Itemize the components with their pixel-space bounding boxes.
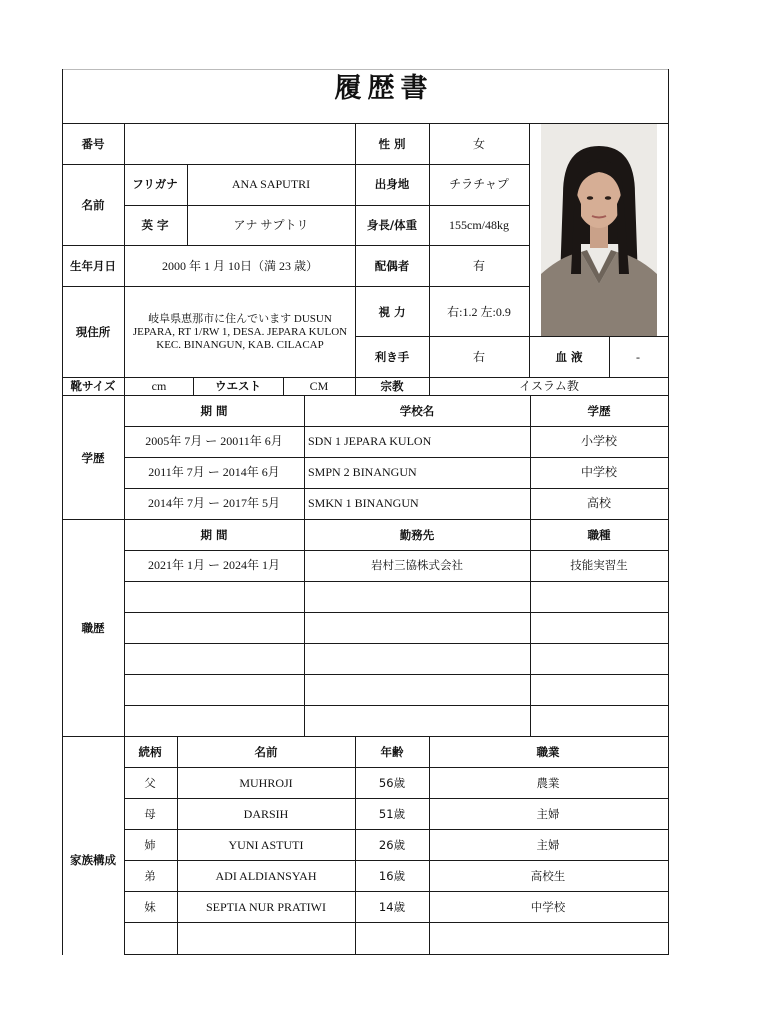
family-row-2-relation: 母 [144,807,156,821]
birthdate-label: 生年月日 [70,259,116,273]
work-row-1-period: 2021年 1月 ー 2024年 1月 [147,558,281,572]
work-header-company: 勤務先 [399,528,435,542]
family-row-1-relation: 父 [144,776,156,790]
spouse-label: 配偶者 [374,259,410,273]
applicant-photo [541,124,657,336]
education-row-1-school: SDN 1 JEPARA KULON [308,434,432,448]
work-header-occupation: 職種 [587,528,611,542]
eiji-label: 英 字 [141,218,169,232]
family-row-4-occupation: 高校生 [530,869,566,883]
family-header-relation: 続柄 [138,745,162,759]
resume-title: 履歴書 [334,73,434,104]
hand-label: 利き手 [374,350,410,364]
education-row-3-period: 2014年 7月 ー 2017年 5月 [147,496,281,510]
hand-value: 右 [472,350,486,364]
address-line-2: JEPARA, RT 1/RW 1, DESA. JEPARA KULON [132,326,348,338]
family-row-3-occupation: 主婦 [536,838,560,852]
work-section-label: 職歴 [81,621,105,635]
name-label: 名前 [81,198,105,212]
family-row-3-relation: 姉 [144,838,156,852]
family-row-1-occupation: 農業 [536,776,560,790]
work-row-1-company: 岩村三協株式会社 [371,558,463,572]
gender-value: 女 [472,137,486,151]
education-row-2-school: SMPN 2 BINANGUN [308,465,417,479]
blood-label: 血 液 [555,350,583,364]
eiji-value: アナ サプトリ [233,218,309,232]
address-label: 現住所 [75,325,111,339]
family-row-2-occupation: 主婦 [536,807,560,821]
shoe-value: cm [151,379,167,393]
waist-value: CM [309,379,329,393]
education-header-school: 学校名 [399,404,435,418]
height-weight-label: 身長/体重 [366,218,418,232]
spouse-value: 有 [472,259,486,273]
furigana-value: ANA SAPUTRI [231,177,311,191]
address-line-3: KEC. BINANGUN, KAB. CILACAP [156,339,324,351]
family-row-5-age: 14歳 [378,900,406,914]
family-row-3-age: 26歳 [378,838,406,852]
family-row-1-name: MUHROJI [239,776,293,790]
height-weight-value: 155cm/48kg [449,218,509,232]
family-row-5-name: SEPTIA NUR PRATIWI [205,900,327,914]
education-row-1-level: 小学校 [580,434,618,448]
education-row-2-level: 中学校 [580,465,618,479]
education-header-level: 学歴 [587,404,611,418]
family-row-2-age: 51歳 [378,807,406,821]
family-section-label: 家族構成 [70,853,116,867]
religion-value: イスラム教 [519,379,579,393]
birthdate-value: 2000 年 1 月 10日（満 23 歳） [161,259,319,273]
family-header-name: 名前 [254,745,278,759]
family-row-5-occupation: 中学校 [530,900,566,914]
family-row-4-age: 16歳 [378,869,406,883]
family-header-occupation: 職業 [536,745,560,759]
education-row-2-period: 2011年 7月 ー 2014年 6月 [148,465,280,479]
furigana-label: フリガナ [132,177,178,191]
waist-label: ウエスト [215,379,261,393]
education-row-3-level: 高校 [586,496,612,510]
vision-value: 右:1.2 左:0.9 [447,305,511,319]
birthplace-label: 出身地 [374,177,410,191]
education-header-period: 期 間 [200,404,228,418]
shoe-label: 靴サイズ [70,379,116,393]
family-row-5-relation: 妹 [144,900,156,914]
family-row-3-name: YUNI ASTUTI [228,838,304,852]
work-row-1-occupation: 技能実習生 [570,558,628,572]
education-section-label: 学歴 [81,451,105,465]
number-label: 番号 [81,137,105,151]
religion-label: 宗教 [380,379,404,393]
family-row-4-relation: 弟 [144,869,156,883]
birthplace-value: チラチャプ [449,177,509,191]
work-header-period: 期 間 [200,528,228,542]
family-row-2-name: DARSIH [243,807,289,821]
vision-label: 視 力 [378,305,406,319]
family-row-4-name: ADI ALDIANSYAH [215,869,317,883]
education-row-1-period: 2005年 7月 ー 20011年 6月 [145,434,283,448]
address-line-1: 岐阜県恵那市に住んでいます DUSUN [148,313,332,325]
blood-value: - [636,350,640,364]
family-row-1-age: 56歳 [378,776,406,790]
education-row-3-school: SMKN 1 BINANGUN [308,496,419,510]
family-header-age: 年齢 [380,745,404,759]
gender-label: 性 別 [378,137,406,151]
